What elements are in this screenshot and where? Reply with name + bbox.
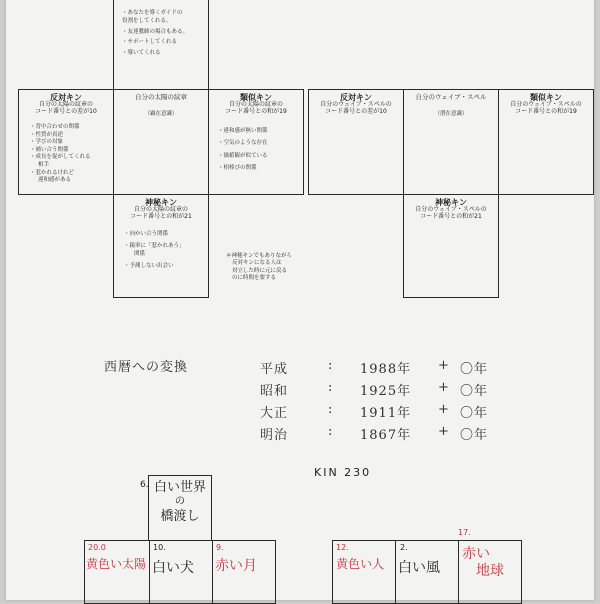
note-line: ・性質が真逆 <box>30 131 64 138</box>
note-line: 役割をしてくれる。 <box>122 17 172 24</box>
center-title: 自分のウェイブ・スペル <box>415 93 487 101</box>
guide-text-line: 橋渡し <box>160 508 200 524</box>
offset-years: 〇年 <box>460 362 489 377</box>
note-line: ・惹かれるけれど <box>30 169 75 176</box>
occult-sub: 自分のウェイブ・スペルの <box>415 206 487 214</box>
colon: : <box>328 424 334 439</box>
analog-title: 類似キン <box>240 93 272 102</box>
occult-sub: コード番号との和が21 <box>130 213 192 221</box>
era-name: 明治 <box>260 428 289 443</box>
era-name: 大正 <box>260 406 289 421</box>
note-line: ・サポートしてくれる <box>122 39 178 46</box>
occult-sub: コード番号との和が21 <box>420 213 482 221</box>
occult-title: 神秘キン <box>435 198 467 207</box>
occult-side-note <box>226 253 316 283</box>
center-title: 自分の太陽の紋章 <box>135 93 187 101</box>
antipode-sub: 自分のウェイブ・スペルの <box>320 101 392 109</box>
note-line: ・導いてくれる <box>122 50 161 57</box>
antipode-title: 反対キン <box>340 93 372 102</box>
note-line: ・背中合わせの関係 <box>30 124 80 130</box>
analog-text-line: 赤い <box>462 546 490 562</box>
plus-sign: + <box>438 380 450 395</box>
analog-sub: コード番号との和が19 <box>225 108 287 116</box>
antipode-notes <box>30 124 116 185</box>
plus-sign: + <box>438 402 450 417</box>
analog-number: 17. <box>458 528 471 537</box>
offset-years: 〇年 <box>460 428 489 443</box>
antipode-sub: コード番号との差が10 <box>325 108 387 116</box>
note-line: ・違和感が無い関係 <box>218 128 268 134</box>
center-sub: （顕在意識） <box>144 111 178 118</box>
antipode-sub: コード番号との差が10 <box>35 108 97 116</box>
left-analog-header <box>208 93 304 116</box>
occult-notes <box>124 231 210 274</box>
offset-years: 〇年 <box>460 384 489 399</box>
era-name: 平成 <box>260 362 289 377</box>
analog-number: 9. <box>216 543 224 552</box>
right-center-header <box>403 94 499 118</box>
note-line: ・価値観が似ている <box>218 152 268 159</box>
guide-text-line: の <box>175 496 185 508</box>
analog-text: 赤い月 <box>215 558 257 574</box>
plus-sign: + <box>438 358 450 373</box>
antipode-number: 20.0 <box>88 543 106 552</box>
left-occult-header <box>113 198 209 221</box>
note-line: 反対キンになる人は <box>232 260 282 267</box>
analog-text <box>462 546 526 580</box>
note-line: 相手 <box>38 161 50 168</box>
note-line: のに時間を要する <box>232 275 277 282</box>
base-year: 1925年 <box>360 384 412 399</box>
kin-number: KIN 230 <box>314 466 372 479</box>
right-antipode-header <box>308 93 404 116</box>
note-line: ・友達教師の場合もある。 <box>122 28 189 35</box>
antipode-title: 反対キン <box>50 93 82 102</box>
analog-sub: 自分の太陽の紋章の <box>228 101 283 109</box>
right-analog-header <box>498 93 594 116</box>
antipode-text: 黄色い人 <box>336 557 385 571</box>
center-text: 白い犬 <box>152 560 194 576</box>
note-line: ・予測しない出会い <box>124 262 174 269</box>
analog-text-line: 地球 <box>476 562 504 579</box>
right-occult-header <box>403 198 499 221</box>
occult-sub: 自分の太陽の紋章の <box>133 206 188 214</box>
left-antipode-header <box>18 93 114 116</box>
occult-title: 神秘キン <box>145 198 177 207</box>
note-line: ・あなたを導くガイドの <box>122 10 183 16</box>
note-line: 対立した時に元に戻る <box>232 267 288 274</box>
conversion-title: 西暦への変換 <box>104 360 189 375</box>
era-name: 昭和 <box>260 384 289 399</box>
offset-years: 〇年 <box>460 406 489 421</box>
note-line: 関係 <box>134 250 146 257</box>
analog-title: 類似キン <box>530 93 562 102</box>
note-line: ・鏡率に「惹かれあう」 <box>124 242 185 249</box>
paper-sheet <box>6 0 594 600</box>
note-line: ・空気のような存在 <box>218 140 268 147</box>
guide-number: 6. <box>140 480 149 490</box>
note-line: ＊神秘キンでもありながら <box>226 253 292 259</box>
analog-notes <box>218 128 304 176</box>
analog-sub: 自分のウェイブ・スペルの <box>510 101 582 109</box>
left-center-header <box>113 94 209 118</box>
note-line: ・向かい合う関係 <box>124 231 169 237</box>
base-year: 1867年 <box>360 428 412 443</box>
note-line: ・補い合う関係 <box>30 146 69 153</box>
note-line: ・成長を促がしてくれる <box>30 154 91 161</box>
center-number: 10. <box>153 543 166 552</box>
guide-text-line: 白い世界 <box>153 480 206 495</box>
note-line: 違和感がある <box>38 177 72 184</box>
base-year: 1911年 <box>360 406 412 421</box>
guide-text <box>148 480 212 525</box>
antipode-sub: 自分の太陽の紋章の <box>38 101 93 109</box>
note-line: ・相棒ぴの関係 <box>218 164 257 171</box>
analog-sub: コード番号との和が19 <box>515 108 577 116</box>
center-number: 2. <box>400 543 408 552</box>
antipode-text: 黄色い太陽 <box>86 557 147 571</box>
plus-sign: + <box>438 424 450 439</box>
colon: : <box>328 380 334 395</box>
guide-notes <box>122 10 212 61</box>
colon: : <box>328 402 334 417</box>
base-year: 1988年 <box>360 362 412 377</box>
center-text: 白い風 <box>398 560 440 576</box>
center-sub: （潜在意識） <box>434 111 468 118</box>
note-line: ・学びの対象 <box>30 139 64 146</box>
antipode-number: 12. <box>336 543 349 552</box>
colon: : <box>328 358 334 373</box>
